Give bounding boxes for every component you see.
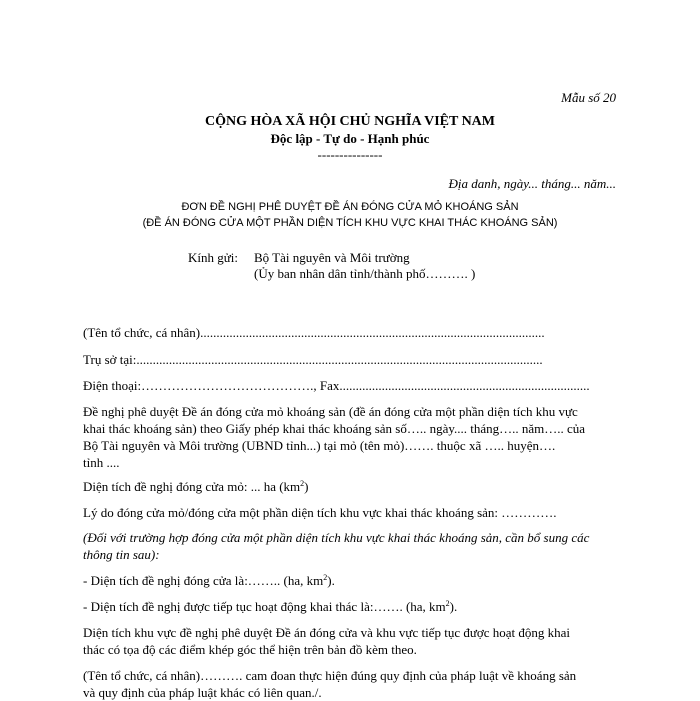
- request-line-3: Bộ Tài nguyên và Môi trường (UBND tỉnh...) tại mỏ (tên mỏ)……. thuộc xã ….. huyện….: [83, 438, 556, 453]
- form-number: Mẫu số 20: [561, 90, 616, 105]
- recipient-label: Kính gửi:: [188, 250, 239, 265]
- recipient-ministry: Bộ Tài nguyên và Môi trường: [254, 250, 410, 265]
- org-name-field: (Tên tổ chức, cá nhân)..........................................................................................................: [83, 325, 545, 340]
- close-area-end: ).: [327, 573, 335, 588]
- coords-line-1: Diện tích khu vực đề nghị phê duyệt Đề án đóng cửa và khu vực tiếp tục được hoạt động khai: [83, 625, 571, 640]
- recipient-committee: (Ủy ban nhân dân tỉnh/thành phố………. ): [254, 266, 476, 281]
- phone-fax-field: Điện thoại:…………………………………., Fax.............................................................................: [83, 378, 590, 393]
- request-paragraph: [83, 403, 623, 471]
- partial-note-line-1: (Đối với trường hợp đóng cửa một phần diện tích khu vực khai thác khoáng sản, cần bổ sung các: [83, 530, 590, 545]
- continue-area-line: [83, 599, 457, 615]
- document-title: ĐƠN ĐỀ NGHỊ PHÊ DUYỆT ĐỀ ÁN ĐÓNG CỬA MỎ KHOÁNG SẢN: [181, 201, 519, 213]
- closing-area-text: Diện tích đề nghị đóng cửa mỏ: ... ha (km: [83, 479, 301, 494]
- continue-area-sup: 2: [445, 599, 450, 608]
- close-area-sup: 2: [323, 573, 328, 582]
- continue-area-end: ).: [449, 599, 458, 614]
- closing-area-end: ): [304, 479, 309, 494]
- request-line-2: khai thác khoáng sản) theo Giấy phép khai thác khoáng sản số….. ngày.... tháng….. năm….. của: [83, 421, 586, 436]
- close-area-text: - Diện tích đề nghị đóng cửa là:…….. (ha, km: [83, 573, 324, 588]
- place-date: Địa danh, ngày... tháng... năm...: [448, 176, 616, 191]
- national-motto: Độc lập - Tự do - Hạnh phúc: [270, 131, 430, 146]
- closing-area-sup: 2: [300, 479, 305, 488]
- request-line-1: Đề nghị phê duyệt Đề án đóng cửa mỏ khoáng sản (đề án đóng cửa một phần diện tích khu vực: [83, 404, 578, 419]
- commit-line-2: và quy định của pháp luật khác có liên quan./.: [83, 685, 322, 700]
- closing-area-line: [83, 479, 309, 495]
- commit-line-1: (Tên tổ chức, cá nhân)………. cam đoan thực hiện đúng quy định của pháp luật về khoáng sản: [83, 668, 577, 683]
- header-separator: ---------------: [317, 147, 383, 162]
- document-subtitle: (ĐỀ ÁN ĐÓNG CỬA MỘT PHẦN DIỆN TÍCH KHU VỰC KHAI THÁC KHOÁNG SẢN): [142, 217, 558, 229]
- closing-reason: Lý do đóng cửa mỏ/đóng cửa một phần diện tích khu vực khai thác khoáng sản: ………….: [83, 505, 557, 520]
- national-title: CỘNG HÒA XÃ HỘI CHỦ NGHĨA VIỆT NAM: [204, 114, 495, 129]
- coordinates-paragraph: [83, 624, 623, 658]
- commitment-paragraph: [83, 667, 623, 701]
- close-area-line: [83, 573, 335, 589]
- continue-area-text: - Diện tích đề nghị được tiếp tục hoạt động khai thác là:……. (ha, km: [83, 599, 446, 614]
- partial-note-line-2: thông tin sau):: [83, 547, 160, 562]
- coords-line-2: thác có tọa độ các điểm khép góc thể hiện trên bản đồ kèm theo.: [83, 642, 417, 657]
- request-line-4: tỉnh ....: [83, 455, 120, 470]
- partial-note: [83, 529, 623, 563]
- address-field: Trụ sở tại:.............................................................................................................................: [83, 352, 543, 367]
